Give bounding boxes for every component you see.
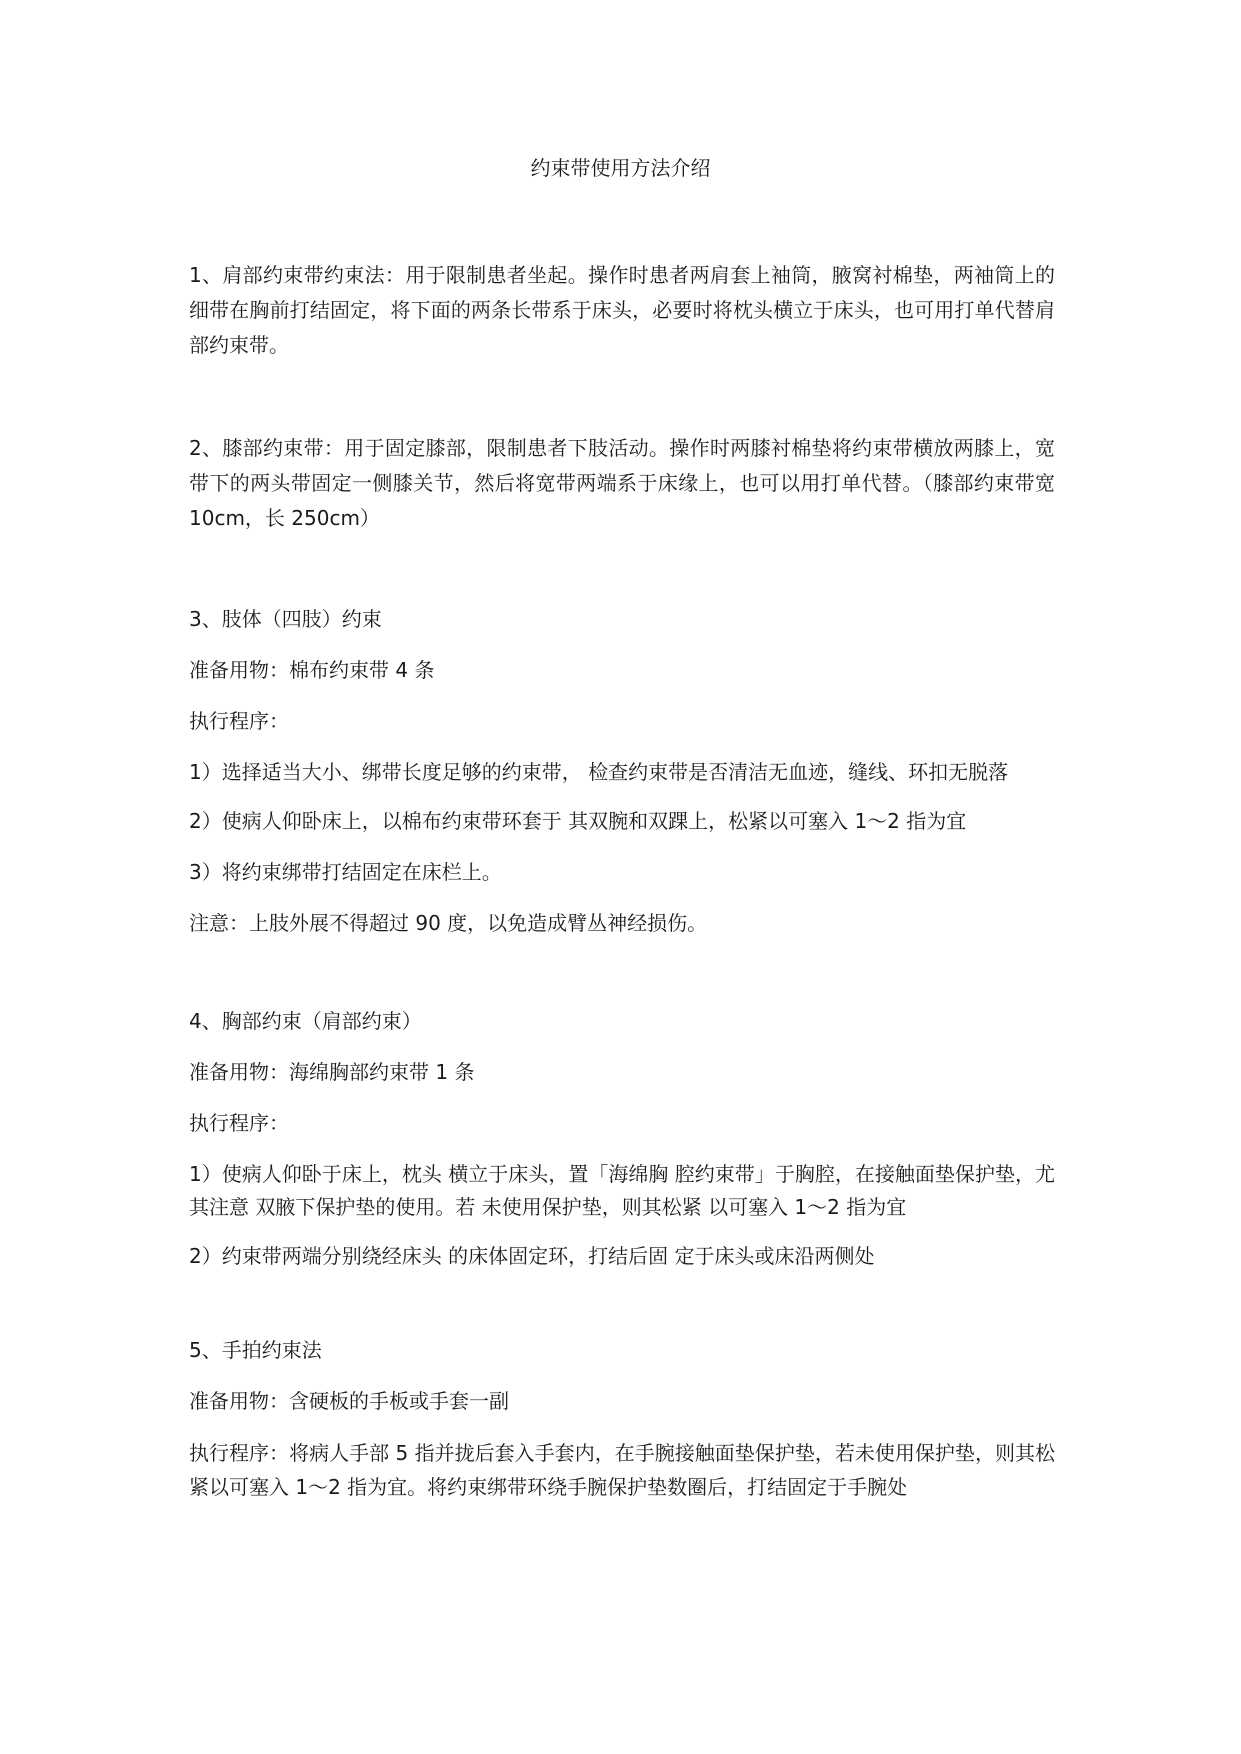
section-4-procedure-label: 执行程序： <box>189 1111 289 1135</box>
section-4-step-2: 2）约束带两端分别绕经床头 的床体固定环，打结后固 定于床头或床沿两侧处 <box>189 1244 875 1268</box>
section-5-prep: 准备用物：含硬板的手板或手套一副 <box>189 1389 509 1413</box>
section-5-procedure: 执行程序：将病人手部 5 指并拢后套入手套内，在手腕接触面垫保护垫，若未使用保护垫，则其松紧以可塞入 1～2 指为宜。将约束绑带环绕手腕保护垫数圈后，打结固定于手腕处 <box>189 1441 1055 1499</box>
document-title: 约束带使用方法介绍 <box>530 156 711 180</box>
section-3-step-2: 2）使病人仰卧床上，以棉布约束带环套于 其双腕和双踝上，松紧以可塞入 1～2 指为宜 <box>189 809 967 833</box>
section-2-paragraph: 2、膝部约束带：用于固定膝部，限制患者下肢活动。操作时两膝衬棉垫将约束带横放两膝上，宽带下的两头带固定一侧膝关节，然后将宽带两端系于床缘上，也可以用打单代替。（膝部约束带宽 10cm，长 250cm） <box>189 436 1055 530</box>
section-5-heading: 5、手拍约束法 <box>189 1338 322 1362</box>
section-3-step-3: 3）将约束绑带打结固定在床栏上。 <box>189 860 502 884</box>
document-body <box>189 258 1055 1504</box>
section-3-note: 注意：上肢外展不得超过 90 度，以免造成臂丛神经损伤。 <box>189 911 708 935</box>
section-4-step-1: 1）使病人仰卧于床上，枕头 横立于床头，置「海绵胸 腔约束带」于胸腔，在接触面垫保护垫，尤其注意 双腋下保护垫的使用。若 未使用保护垫，则其松紧 以可塞入 1～2 指为宜 <box>189 1162 1055 1219</box>
section-3-procedure-label: 执行程序： <box>189 709 289 733</box>
section-4-heading: 4、胸部约束（肩部约束） <box>189 1009 422 1033</box>
section-3-step-1: 1）选择适当大小、绑带长度足够的约束带， 检查约束带是否清洁无血迹，缝线、环扣无脱落 <box>189 760 1009 784</box>
section-3-heading: 3、肢体（四肢）约束 <box>189 607 382 631</box>
section-3-prep: 准备用物：棉布约束带 4 条 <box>189 658 435 682</box>
section-4-prep: 准备用物：海绵胸部约束带 1 条 <box>189 1060 475 1084</box>
section-1-paragraph: 1、肩部约束带约束法：用于限制患者坐起。操作时患者两肩套上袖筒，腋窝衬棉垫，两袖筒上的细带在胸前打结固定，将下面的两条长带系于床头，必要时将枕头横立于床头，也可用打单代替肩部约束带。 <box>189 263 1055 357</box>
